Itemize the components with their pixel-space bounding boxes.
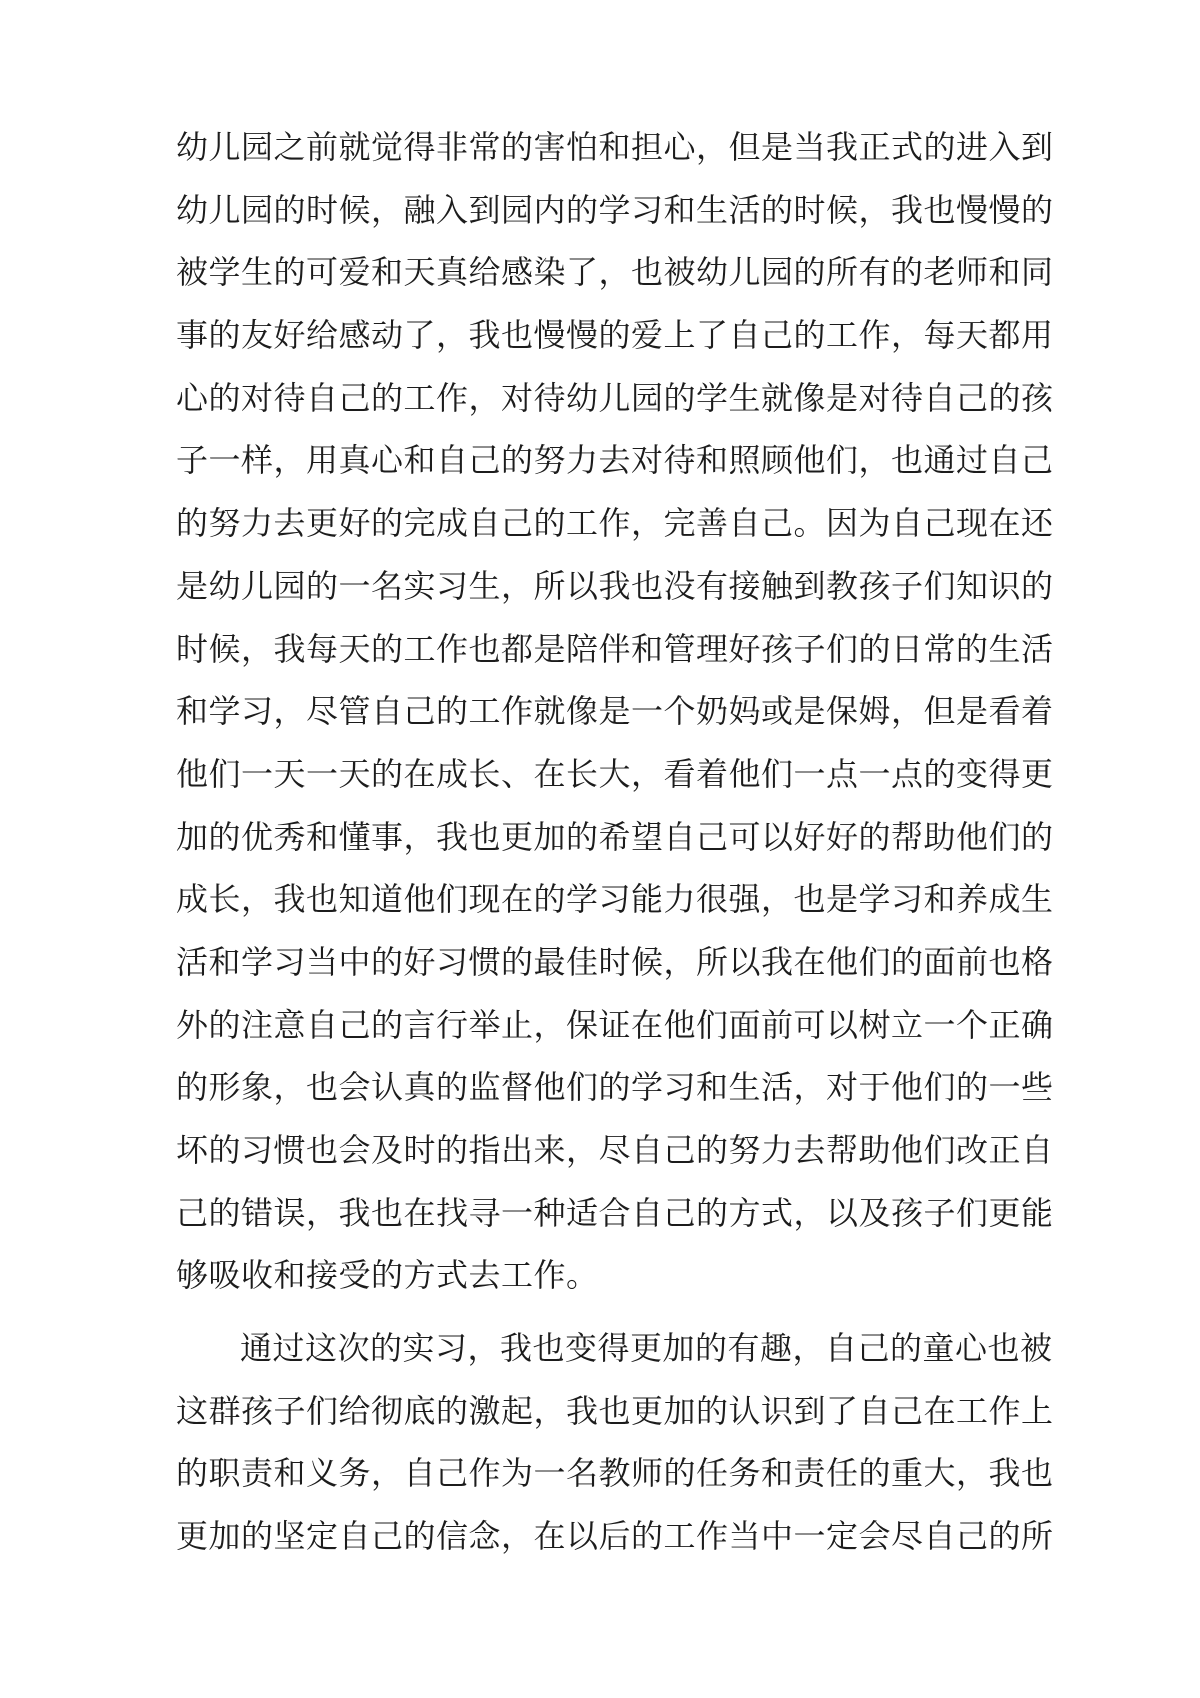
text-line: 够吸收和接受的方式去工作。 [176, 1256, 599, 1295]
document-body [176, 116, 1054, 1568]
text-line: 心的对待自己的工作，对待幼儿园的学生就像是对待自己的孩 [176, 378, 1054, 417]
text-line: 活和学习当中的好习惯的最佳时候，所以我在他们的面前也格 [176, 942, 1054, 981]
text-line: 外的注意自己的言行举止，保证在他们面前可以树立一个正确 [176, 1005, 1054, 1044]
text-line: 事的友好给感动了，我也慢慢的爱上了自己的工作，每天都用 [176, 316, 1054, 355]
text-line: 子一样，用真心和自己的努力去对待和照顾他们，也通过自己 [176, 441, 1054, 480]
text-line: 加的优秀和懂事，我也更加的希望自己可以好好的帮助他们的 [176, 817, 1054, 856]
paragraph-2 [176, 1317, 1054, 1568]
text-line: 成长，我也知道他们现在的学习能力很强，也是学习和养成生 [176, 880, 1054, 919]
paragraph-1 [176, 116, 1054, 1307]
text-line: 被学生的可爱和天真给感染了，也被幼儿园的所有的老师和同 [176, 253, 1054, 292]
text-line: 幼儿园的时候，融入到园内的学习和生活的时候，我也慢慢的 [176, 190, 1054, 229]
text-line: 是幼儿园的一名实习生，所以我也没有接触到教孩子们知识的 [176, 566, 1054, 605]
text-line: 和学习，尽管自己的工作就像是一个奶妈或是保姆，但是看着 [176, 692, 1054, 731]
text-line: 他们一天一天的在成长、在长大，看着他们一点一点的变得更 [176, 754, 1054, 793]
text-line: 坏的习惯也会及时的指出来，尽自己的努力去帮助他们改正自 [176, 1131, 1054, 1169]
text-line: 幼儿园之前就觉得非常的害怕和担心，但是当我正式的进入到 [176, 128, 1054, 166]
text-line: 的努力去更好的完成自己的工作，完善自己。因为自己现在还 [176, 504, 1054, 543]
text-line: 通过这次的实习，我也变得更加的有趣，自己的童心也被 [240, 1329, 1053, 1368]
text-line: 这群孩子们给彻底的激起，我也更加的认识到了自己在工作上 [176, 1391, 1054, 1430]
text-line: 的职责和义务，自己作为一名教师的任务和责任的重大，我也 [176, 1454, 1054, 1493]
text-line: 时候，我每天的工作也都是陪伴和管理好孩子们的日常的生活 [176, 629, 1054, 668]
text-line: 更加的坚定自己的信念，在以后的工作当中一定会尽自己的所 [176, 1517, 1054, 1556]
text-line: 的形象，也会认真的监督他们的学习和生活，对于他们的一些 [176, 1068, 1054, 1107]
paragraph-spacer [176, 1307, 1036, 1317]
text-line: 己的错误，我也在找寻一种适合自己的方式，以及孩子们更能 [176, 1193, 1054, 1232]
